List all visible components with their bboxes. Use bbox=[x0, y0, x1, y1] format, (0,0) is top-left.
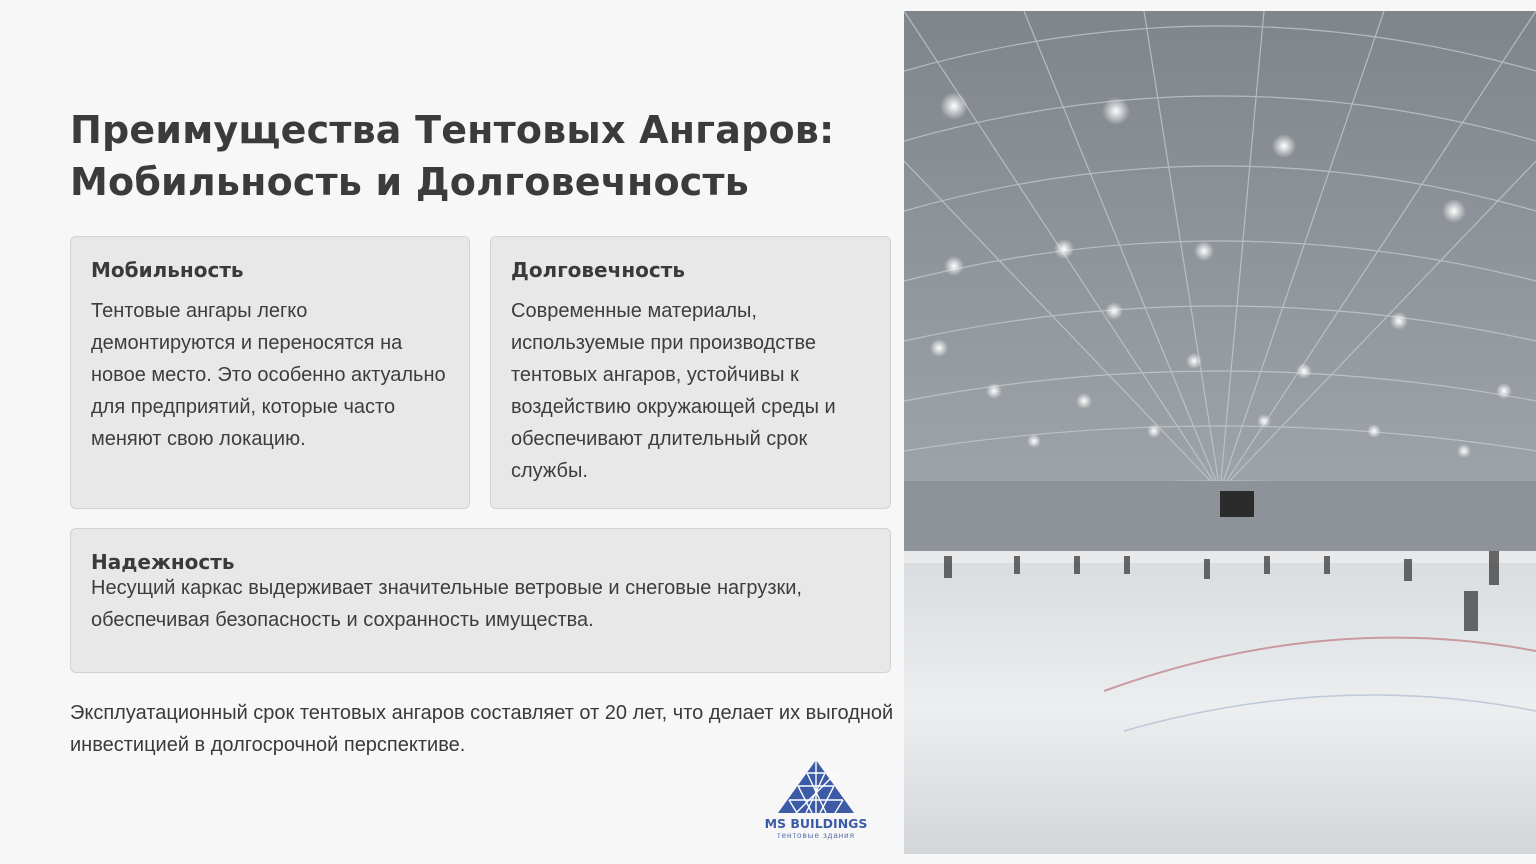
ice-rink-hangar-photo bbox=[904, 11, 1536, 854]
page-title-line-2: Мобильность и Долговечность bbox=[70, 160, 749, 204]
card-text: Тентовые ангары легко демонтируются и переносятся на новое место. Это особенно актуально для предприятий, которые часто меняют свою локацию. bbox=[91, 300, 446, 450]
company-logo bbox=[758, 758, 874, 848]
page-title-line-1: Преимущества Тентовых Ангаров: bbox=[70, 108, 835, 152]
card-durability bbox=[490, 236, 891, 509]
card-heading: Мобильность bbox=[91, 258, 244, 282]
page-title bbox=[70, 104, 890, 208]
logo-name: MS BUILDINGS bbox=[764, 816, 868, 831]
footer-text: Эксплуатационный срок тентовых ангаров составляет от 20 лет, что делает их выгодной инвестицией в долгосрочной перспективе. bbox=[70, 702, 894, 756]
card-text: Современные материалы, используемые при производстве тентовых ангаров, устойчивы к воздействию окружающей среды и обеспечивают длительный срок службы. bbox=[511, 300, 836, 482]
ice-rink-hangar-icon bbox=[904, 11, 1536, 854]
triangle-logo-icon bbox=[776, 758, 856, 814]
logo-tagline: тентовые здания bbox=[777, 831, 855, 840]
card-heading: Надежность bbox=[91, 550, 235, 574]
card-reliability bbox=[70, 528, 891, 673]
card-heading: Долговечность bbox=[511, 258, 685, 282]
card-mobility bbox=[70, 236, 470, 509]
card-text: Несущий каркас выдерживает значительные ветровые и снеговые нагрузки, обеспечивая безопасность и сохранность имущества. bbox=[91, 577, 802, 631]
